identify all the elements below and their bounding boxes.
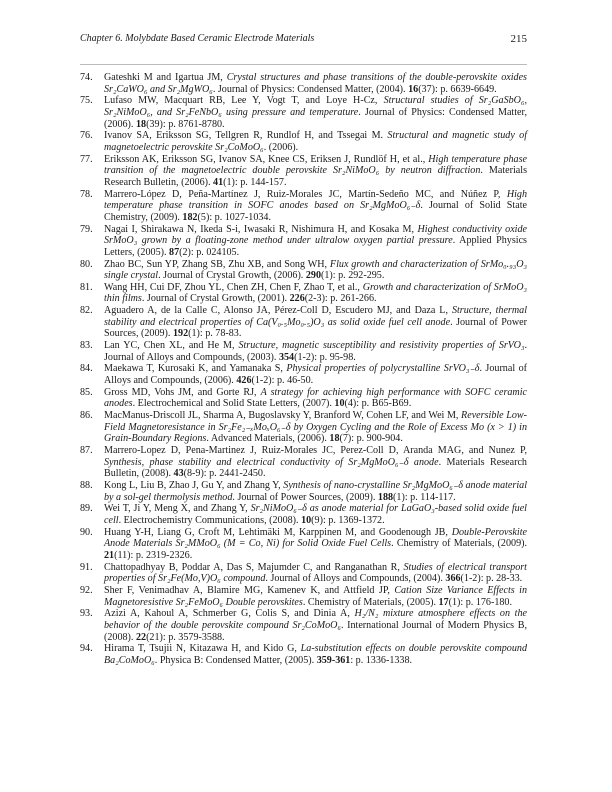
reference-volume: 10 — [301, 514, 312, 526]
reference-number: 78. — [80, 188, 93, 200]
reference-item — [80, 643, 527, 666]
reference-authors: Chattopadhyay B, Poddar A, Das S, Majumder C, and Ranganathan R, — [104, 561, 404, 573]
reference-pages: (8-9): p. 2441-2450. — [183, 468, 266, 480]
reference-journal: . Journal of Physics: Condensed Matter, (2004). — [212, 83, 409, 95]
reference-journal: . Advanced Materials, (2006). — [206, 433, 330, 445]
reference-title: Structure, magnetic susceptibility and resistivity properties of SrVO₃ — [238, 340, 525, 352]
reference-item — [80, 72, 527, 95]
page-number: 215 — [510, 33, 527, 45]
reference-pages: (1): p. 176-180. — [448, 596, 512, 608]
reference-journal: . Journal of Physics: Condensed Matter, (2006). — [104, 106, 527, 130]
reference-title: Double-Perovskite Anode Materials Sr₂MMoO₆ (M = Co, Ni) for Solid Oxide Fuel Cells — [104, 526, 527, 550]
reference-authors: Wang HH, Cui DF, Zhou YL, Chen ZH, Chen F, Zhao T, et al., — [104, 281, 363, 293]
reference-authors: Kong L, Liu B, Zhao J, Gu Y, and Zhang Y, — [104, 479, 284, 491]
reference-title: Highest conductivity oxide SrMoO₃ grown by a floating-zone method under ultralow oxygen partial pressure — [104, 223, 527, 247]
reference-volume: 290 — [305, 270, 321, 282]
reference-pages: (21): p. 3579-3588. — [146, 631, 225, 643]
reference-title: High temperature phase transition of the magnetoelectric double perovskite Sr₂NiMoO₆ by neutron diffraction — [104, 153, 527, 177]
reference-volume: 22 — [135, 631, 147, 643]
reference-item — [80, 154, 527, 189]
reference-number: 89. — [80, 503, 93, 515]
reference-number: 79. — [80, 223, 93, 235]
reference-authors: Lufaso MW, Macquart RB, Lee Y, Vogt T, and Loye H-Cz, — [104, 95, 384, 107]
reference-item — [80, 363, 527, 386]
reference-journal: . Journal of Crystal Growth, (2006). — [158, 270, 306, 282]
reference-item — [80, 340, 527, 363]
reference-title: Reversible Low-Field Magnetoresistance in Sr₂Fe₂₋ₓMoₓO₆₋δ by Oxygen Cycling and the Role of Excess Mo (x > 1) in Grain-Boundary Regions — [104, 410, 527, 445]
reference-volume: 16 — [408, 83, 419, 95]
reference-title: Sr₂NiMoO₆₋δ as anode material for LaGaO₃-based solid oxide fuel cell — [104, 503, 527, 526]
reference-pages: (1): p. 292-295. — [321, 270, 385, 282]
reference-volume: 17 — [438, 596, 449, 608]
reference-journal: . Materials Research Bulletin, (2006). — [104, 165, 528, 188]
reference-authors: Sher F, Venimadhav A, Blamire MG, Kamenev K, and Attfield JP, — [104, 584, 395, 596]
reference-authors: Huang Y-H, Liang G, Croft M, Lehtimäki M, Karppinen M, and Goodenough JB, — [104, 526, 452, 538]
reference-item — [80, 95, 527, 130]
reference-journal: . International Journal of Modern Physics B, (2008). — [104, 619, 527, 643]
reference-journal: . Physica B: Condensed Matter, (2005). — [154, 654, 317, 666]
reference-authors: Wei T, Ji Y, Meng X, and Zhang Y, — [104, 503, 251, 515]
reference-pages: (7): p. 900-904. — [339, 433, 403, 445]
reference-volume: 366 — [445, 573, 461, 585]
reference-volume: 182 — [182, 211, 198, 223]
reference-journal: . (2006). — [263, 141, 299, 153]
reference-journal: . Journal of Power Sources, (2009). — [104, 316, 527, 340]
reference-journal: . Materials Research Bulletin, (2008). — [104, 456, 527, 480]
reference-journal: . Electrochemical and Solid State Letters, (2007). — [132, 398, 335, 410]
reference-journal: . Chemistry of Materials, (2005). — [302, 596, 439, 608]
reference-number: 83. — [80, 340, 93, 352]
reference-journal: . Chemistry of Materials, (2009). — [391, 538, 527, 550]
reference-journal: . Journal of Crystal Growth, (2001). — [141, 293, 290, 305]
reference-number: 94. — [80, 643, 93, 655]
reference-title: Synthesis, phase stability and electrical conductivity of Sr₂MgMoO₆₋δ anode — [104, 456, 439, 468]
reference-authors: Marrero-Lopez D, Pena-Martinez J, Ruiz-Morales JC, Perez-Coll D, Aranda MAG, and Nunez P, — [104, 445, 527, 456]
reference-number: 80. — [80, 258, 93, 270]
reference-number: 93. — [80, 608, 93, 620]
reference-volume: 18 — [329, 433, 340, 445]
chapter-title: Chapter 6. Molybdate Based Ceramic Electrode Materials — [80, 33, 315, 44]
reference-item — [80, 585, 527, 608]
reference-title: Studies of electrical transport properties of Sr₂Fe(Mo,V)O₆ compound — [104, 561, 527, 585]
reference-number: 82. — [80, 305, 93, 317]
reference-item — [80, 305, 527, 340]
reference-item — [80, 189, 527, 224]
reference-number: 90. — [80, 526, 93, 538]
reference-number: 76. — [80, 130, 93, 142]
reference-number: 84. — [80, 363, 93, 375]
reference-volume: 41 — [213, 176, 224, 188]
reference-authors: Lan YC, Chen XL, and He M, — [104, 340, 239, 352]
reference-authors: Nagai I, Shirakawa N, Ikeda S-i, Iwasaki R, Nishimura H, and Kosaka M, — [104, 223, 418, 235]
reference-title: Crystal structures and phase transitions of the double-perovskite oxides Sr₂CaWO₆ and Sr₂MgWO₆ — [104, 72, 527, 95]
reference-pages: (11): p. 2319-2326. — [114, 549, 193, 561]
reference-title: Physical properties of polycrystalline SrVO₃₋δ — [286, 363, 480, 375]
reference-title: Structural and magnetic study of magnetoelectric perovskite Sr₂CoMoO₆ — [104, 130, 527, 153]
reference-number: 91. — [80, 561, 93, 573]
header-divider — [80, 64, 527, 65]
reference-journal: . Electrochemistry Communications, (2008). — [118, 514, 302, 526]
reference-title: A strategy for achieving high performance with SOFC ceramic anodes — [104, 386, 527, 410]
reference-pages: (1): p. 78-83. — [188, 328, 242, 340]
reference-item — [80, 387, 527, 410]
reference-volume: 10 — [334, 398, 345, 410]
reference-pages: (9): p. 1369-1372. — [311, 514, 385, 526]
reference-item — [80, 503, 527, 526]
reference-journal: . Applied Physics Letters, (2005). — [104, 235, 527, 258]
reference-journal: . Journal of Alloys and Compounds, (2003). — [104, 340, 528, 363]
reference-volume: 354 — [278, 351, 295, 363]
reference-item — [80, 259, 527, 282]
reference-pages: (1-2): p. 28-33. — [460, 573, 523, 585]
reference-journal: . Journal of Power Sources, (2009). — [232, 491, 378, 503]
reference-pages: (1-2): p. 95-98. — [294, 351, 356, 363]
reference-title: High temperature phase transition in SOFC anodes based on Sr₂MgMoO₆₋δ — [104, 188, 527, 212]
reference-authors: MacManus-Driscoll JL, Sharma A, Bugoslavsky Y, Branford W, Cohen LF, and Wei M, — [104, 410, 462, 422]
reference-number: 92. — [80, 584, 93, 596]
reference-title: Structural studies of Sr₂GaSbO₆, Sr₂NiMoO₆, and Sr₂FeNbO₆ using pressure and temperature — [104, 95, 527, 118]
reference-item — [80, 130, 527, 153]
reference-volume: 359-361 — [316, 654, 351, 666]
reference-pages: (37): p. 6639-6649. — [418, 83, 497, 95]
reference-pages: (2-3): p. 261-266. — [304, 293, 377, 305]
reference-authors: Zhao BC, Sun YP, Zhang SB, Zhu XB, and Song WH, — [104, 258, 330, 270]
reference-item — [80, 562, 527, 585]
reference-authors: Hirama T, Tsujii N, Kitazawa H, and Kido G, — [104, 643, 301, 655]
reference-item — [80, 480, 527, 503]
reference-authors: Maekawa T, Kurosaki K, and Yamanaka S, — [104, 363, 287, 375]
reference-item — [80, 527, 527, 562]
reference-number: 77. — [80, 153, 93, 165]
reference-pages: (1-2): p. 46-50. — [251, 375, 314, 387]
reference-authors: Gateshki M and Igartua JM, — [104, 72, 227, 83]
reference-item — [80, 224, 527, 259]
reference-pages: (4): p. B65-B69. — [344, 398, 412, 410]
reference-title: La-substitution effects on double perovskite compound Ba₂CoMoO₆ — [104, 643, 527, 666]
reference-number: 85. — [80, 386, 93, 398]
reference-authors: Ivanov SA, Eriksson SG, Tellgren R, Rundlof H, and Tssegai M. — [104, 130, 388, 142]
reference-volume: 18 — [135, 118, 147, 130]
reference-number: 81. — [80, 281, 93, 293]
reference-journal: . Journal of Alloys and Compounds, (2004). — [265, 573, 446, 585]
reference-authors: Eriksson AK, Eriksson SG, Ivanov SA, Knee CS, Eriksen J, Rundlöf H, et al., — [104, 153, 429, 165]
reference-item — [80, 410, 527, 445]
reference-volume: 21 — [104, 549, 115, 561]
reference-authors: Marrero-López D, Peña-Martínez J, Ruiz-Morales JC, Martín-Sedeño MC, and Núñez P, — [104, 188, 507, 200]
reference-volume: 87 — [169, 246, 180, 258]
reference-pages: (2): p. 024105. — [179, 246, 240, 258]
reference-volume: 43 — [173, 468, 184, 480]
reference-title: Growth and characterization of SrMoO₃ thin films — [104, 281, 528, 305]
reference-pages: (39): p. 8761-8780. — [146, 118, 225, 130]
reference-title: Cation Size Variance Effects in Magnetoresistive Sr₂FeMoO₆ Double perovskites — [104, 584, 527, 608]
reference-pages: : p. 1336-1338. — [350, 654, 413, 666]
reference-volume: 426 — [236, 375, 252, 387]
reference-title: Flux growth and characterization of SrMo₀.₉₃O₃ single crystal — [104, 258, 528, 282]
reference-pages: (1): p. 114-117. — [393, 491, 456, 503]
reference-pages: (5): p. 1027-1034. — [197, 211, 271, 223]
reference-volume: 226 — [289, 293, 305, 305]
reference-journal: . Journal of Alloys and Compounds, (2006). — [104, 363, 527, 387]
reference-pages: (1): p. 144-157. — [223, 176, 287, 188]
reference-number: 88. — [80, 479, 93, 491]
reference-authors: Azizi A, Kahoul A, Schmerber G, Colis S, and Dinia A, — [104, 608, 355, 620]
reference-title: Structure, thermal stability and electrical properties of Ca(V₀.₅Mo₀.₅)O₃ as solid oxide fuel cell anode — [104, 305, 527, 328]
reference-item — [80, 282, 527, 305]
reference-volume: 192 — [172, 328, 189, 340]
reference-number: 75. — [80, 95, 93, 107]
reference-title: H₂/N₂ mixture atmosphere effects on the behavior of the double perovskite compound Sr₂CoMoO₆ — [104, 608, 527, 631]
reference-list — [80, 72, 527, 666]
reference-journal: . Journal of Solid State Chemistry, (2009). — [104, 200, 527, 223]
reference-volume: 188 — [377, 491, 394, 503]
reference-item — [80, 445, 527, 480]
reference-authors: Aguadero A, de la Calle C, Alonso JA, Pérez-Coll D, Escudero MJ, and Daza L, — [104, 305, 452, 317]
reference-title: Synthesis of nano-crystalline Sr₂MgMoO₆₋δ anode material by a sol-gel thermolysis method — [104, 479, 527, 503]
reference-number: 87. — [80, 445, 93, 456]
reference-number: 74. — [80, 72, 93, 83]
reference-item — [80, 608, 527, 643]
page-header — [80, 33, 527, 47]
reference-authors: Gross MD, Vohs JM, and Gorte RJ, — [104, 386, 261, 398]
reference-number: 86. — [80, 410, 93, 422]
